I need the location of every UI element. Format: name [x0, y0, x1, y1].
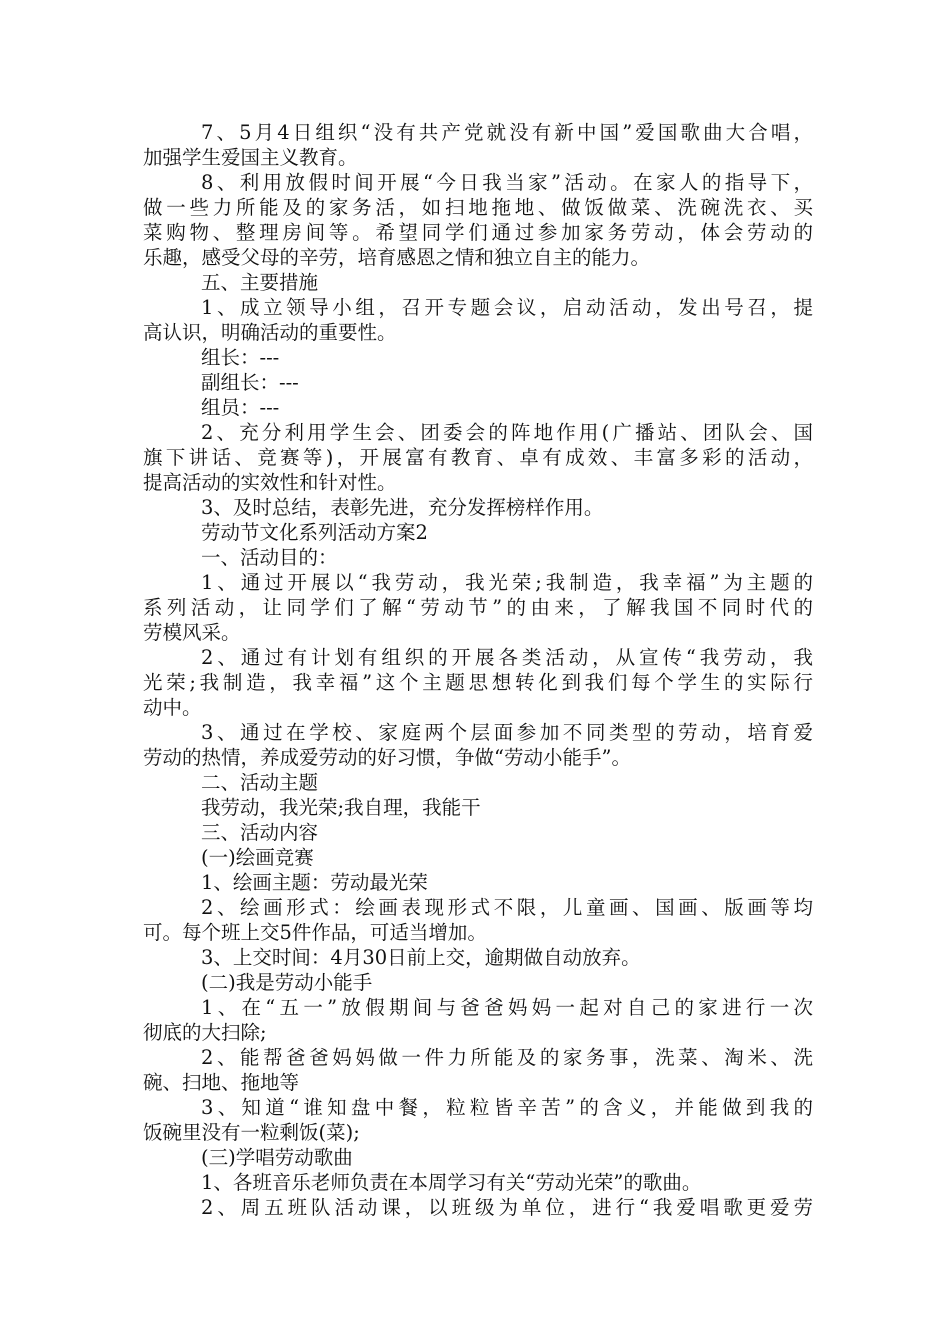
text-line: 1、通过开展以“我劳动，我光荣;我制造，我幸福”为主题的	[201, 571, 813, 594]
text-line: 三、活动内容	[201, 821, 319, 844]
text-line: 一、活动目的：	[201, 546, 338, 569]
text-line: 3、知道“谁知盘中餐，粒粒皆辛苦”的含义，并能做到我的	[201, 1096, 813, 1119]
text-line: 3、及时总结，表彰先进，充分发挥榜样作用。	[201, 496, 604, 519]
text-line: 劳模风采。	[143, 621, 241, 644]
text-line: 2、充分利用学生会、团委会的阵地作用(广播站、团队会、国	[201, 421, 813, 444]
text-line: 7、5月4日组织“没有共产党就没有新中国”爱国歌曲大合唱，	[201, 121, 813, 144]
text-line: (三)学唱劳动歌曲	[201, 1146, 353, 1169]
text-line: 加强学生爱国主义教育。	[143, 146, 358, 169]
text-line: 副组长：---	[201, 371, 299, 394]
text-line: 彻底的大扫除;	[143, 1021, 267, 1044]
text-line: 劳动节文化系列活动方案2	[201, 521, 428, 544]
text-line: 二、活动主题	[201, 771, 319, 794]
text-line: 1、各班音乐老师负责在本周学习有关“劳动光荣”的歌曲。	[201, 1171, 702, 1194]
text-line: 旗下讲话、竞赛等)，开展富有教育、卓有成效、丰富多彩的活动，	[143, 446, 813, 469]
text-line: 提高活动的实效性和针对性。	[143, 471, 397, 494]
text-line: 碗、扫地、拖地等	[143, 1071, 300, 1094]
text-line: 五、主要措施	[201, 271, 319, 294]
text-line: 8、利用放假时间开展“今日我当家”活动。在家人的指导下，	[201, 171, 813, 194]
text-line: 饭碗里没有一粒剩饭(菜);	[143, 1121, 360, 1144]
document-body	[143, 120, 813, 1220]
text-line: 高认识，明确活动的重要性。	[143, 321, 397, 344]
text-line: 组员：---	[201, 396, 280, 419]
text-line: 3、通过在学校、家庭两个层面参加不同类型的劳动，培育爱	[201, 721, 813, 744]
text-line: 乐趣，感受父母的辛劳，培育感恩之情和独立自主的能力。	[143, 246, 651, 269]
text-line: 我劳动，我光荣;我自理，我能干	[201, 796, 481, 819]
text-line: 组长：---	[201, 346, 280, 369]
text-line: 系列活动，让同学们了解“劳动节”的由来，了解我国不同时代的	[143, 596, 813, 619]
text-line: 1、绘画主题：劳动最光荣	[201, 871, 428, 894]
text-line: 2、周五班队活动课，以班级为单位，进行“我爱唱歌更爱劳	[201, 1196, 813, 1219]
text-line: 动中。	[143, 696, 202, 719]
text-line: 光荣;我制造，我幸福”这个主题思想转化到我们每个学生的实际行	[143, 671, 813, 694]
text-line: 做一些力所能及的家务活，如扫地拖地、做饭做菜、洗碗洗衣、买	[143, 196, 813, 219]
text-line: 劳动的热情，养成爱劳动的好习惯，争做“劳动小能手”。	[143, 746, 631, 769]
text-line: 2、能帮爸爸妈妈做一件力所能及的家务事，洗菜、淘米、洗	[201, 1046, 813, 1069]
text-line: 2、绘画形式：绘画表现形式不限，儿童画、国画、版画等均	[201, 896, 813, 919]
text-line: 1、在“五一”放假期间与爸爸妈妈一起对自己的家进行一次	[201, 996, 813, 1019]
text-line: 可。每个班上交5件作品，可适当增加。	[143, 921, 487, 944]
text-line: 1、成立领导小组，召开专题会议，启动活动，发出号召，提	[201, 296, 813, 319]
text-line: (二)我是劳动小能手	[201, 971, 373, 994]
text-line: (一)绘画竞赛	[201, 846, 314, 869]
text-line: 2、通过有计划有组织的开展各类活动，从宣传“我劳动，我	[201, 646, 813, 669]
text-line: 3、上交时间：4月30日前上交，逾期做自动放弃。	[201, 946, 641, 969]
text-line: 菜购物、整理房间等。希望同学们通过参加家务劳动，体会劳动的	[143, 221, 813, 244]
